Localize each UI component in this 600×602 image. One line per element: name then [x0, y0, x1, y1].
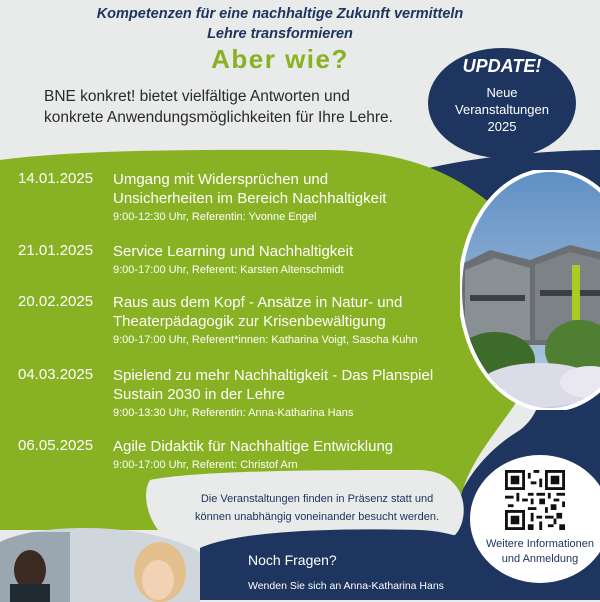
update-line1: Neue: [486, 85, 518, 100]
intro-line1: BNE konkret! bietet vielfältige Antworten und: [44, 88, 350, 105]
event-title-line: Service Learning und Nachhaltigkeit: [113, 243, 354, 260]
event-meta: 9:00-13:30 Uhr, Referentin: Anna-Katharina Hans: [113, 407, 354, 419]
event-meta: 9:00-12:30 Uhr, Referentin: Yvonne Engel: [113, 211, 317, 223]
event-title: [113, 437, 453, 473]
contact-text: Wenden Sie sich an Anna-Katharina Hans: [248, 580, 444, 592]
event-date: 14.01.2025: [18, 170, 94, 187]
intro-text: [44, 86, 444, 128]
update-line3: 2025: [487, 119, 517, 134]
event-date: 04.03.2025: [18, 366, 94, 383]
event-title-line: Agile Didaktik für Nachhaltige Entwicklung: [113, 438, 394, 455]
event-title: [113, 293, 453, 348]
event-date: 20.02.2025: [18, 293, 94, 310]
attendance-note: [172, 490, 462, 526]
event-date: 21.01.2025: [18, 242, 94, 259]
questions-heading: Noch Fragen?: [248, 552, 337, 568]
event-date: 06.05.2025: [18, 437, 94, 454]
event-meta: 9:00-17:00 Uhr, Referent: Karsten Altenschmidt: [113, 264, 344, 276]
qr-info-circle: [470, 455, 600, 583]
event-title: [113, 366, 453, 421]
event-meta: 9:00-17:00 Uhr, Referent*innen: Katharina Voigt, Sascha Kuhn: [113, 334, 418, 346]
update-badge: [428, 48, 576, 158]
update-line2: Veranstaltungen: [455, 102, 549, 117]
qr-caption-line2: und Anmeldung: [501, 553, 579, 565]
note-line2: können unabhängig voneinander besucht werden.: [194, 511, 440, 523]
note-line1: Die Veranstaltungen finden in Präsenz statt und: [200, 493, 434, 505]
people-photo: [0, 522, 200, 602]
headline-question: Aber wie?: [211, 44, 349, 74]
event-title-line: Theaterpädagogik zur Krisenbewältigung: [113, 313, 386, 330]
event-title-line: Spielend zu mehr Nachhaltigkeit - Das Planspiel: [113, 367, 434, 384]
qr-caption-line1: Weitere Informationen: [485, 538, 595, 550]
qr-caption: [470, 537, 600, 567]
event-title-line: Raus aus dem Kopf - Ansätze in Natur- und: [113, 294, 403, 311]
update-title: UPDATE!: [462, 56, 542, 76]
event-title-line: Unsicherheiten im Bereich Nachhaltigkeit: [113, 190, 387, 207]
campus-building-photo: [460, 170, 600, 410]
headline-line1: Kompetenzen für eine nachhaltige Zukunft vermitteln: [96, 6, 464, 22]
event-title: [113, 242, 453, 278]
event-title: [113, 170, 453, 225]
headline-line2: Lehre transformieren: [207, 26, 353, 42]
event-meta: 9:00-17:00 Uhr, Referent: Christof Arn: [113, 459, 298, 471]
event-title-line: Umgang mit Widersprüchen und: [113, 171, 329, 188]
qr-code-icon[interactable]: [505, 470, 565, 530]
event-title-line: Sustain 2030 in der Lehre: [113, 386, 285, 403]
intro-line2: konkrete Anwendungsmöglichkeiten für Ihre Lehre.: [44, 109, 393, 126]
